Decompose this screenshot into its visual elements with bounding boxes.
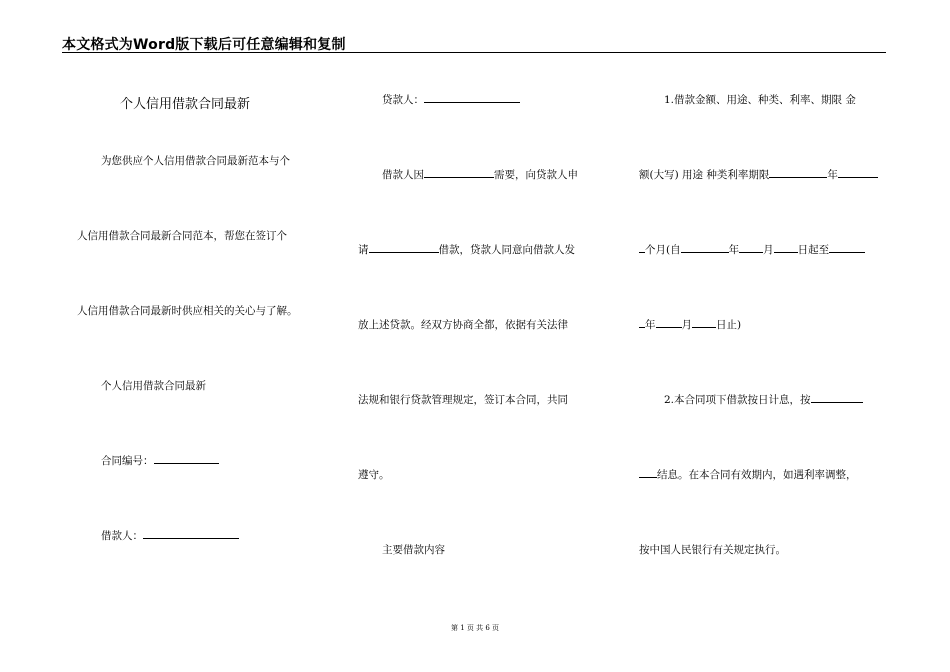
- para-text: 借款人因: [382, 169, 424, 181]
- lender-label: 贷款人：: [382, 94, 424, 106]
- para-line-2: [358, 243, 575, 257]
- para-line-1: [382, 168, 578, 182]
- clause-text: 日起至: [797, 244, 830, 256]
- header-divider: [62, 52, 886, 53]
- lender-blank: [424, 93, 520, 103]
- contract-number-label: 合同编号：: [101, 455, 154, 467]
- clause-2-line-3: 按中国人民银行有关规定执行。: [639, 544, 786, 556]
- start-month-blank: [739, 243, 763, 253]
- clause-text: 日止): [716, 319, 742, 331]
- intro-line-1: 为您供应个人信用借款合同最新范本与个: [101, 155, 290, 167]
- lender-line: [382, 93, 520, 107]
- para-text: 需要，向贷款人申: [494, 169, 578, 181]
- clause-text: 额(大写) 用途 种类利率期限: [639, 169, 770, 181]
- para-line-5: 遵守。: [358, 469, 390, 481]
- section-heading: 主要借款内容: [382, 544, 445, 556]
- settlement-blank: [639, 468, 657, 478]
- end-day-blank: [692, 318, 716, 328]
- borrower-label: 借款人：: [101, 530, 143, 542]
- clause-text: 月: [763, 244, 774, 256]
- clause-text: 年: [645, 319, 656, 331]
- clause-1-line-4: [639, 318, 741, 332]
- amount-blank: [769, 168, 827, 178]
- clause-text: 月: [681, 319, 692, 331]
- borrower-blank: [143, 529, 239, 539]
- start-day-blank: [774, 243, 798, 253]
- clause-text: 个月(自: [645, 244, 681, 256]
- clause-2-line-2: [639, 468, 857, 482]
- start-year-blank: [681, 243, 729, 253]
- clause-1-line-1: 1.借款金额、用途、种类、利率、期限 金: [664, 94, 856, 106]
- end-month-blank: [656, 318, 682, 328]
- loan-type-blank: [369, 243, 439, 253]
- para-text: 借款，贷款人同意向借款人发: [438, 244, 575, 256]
- clause-text: 结息。在本合同有效期内，如遇利率调整，: [657, 469, 857, 481]
- contract-number-line: [101, 454, 219, 468]
- clause-text: 年: [827, 169, 838, 181]
- page-footer: 第 1 页 共 6 页: [450, 624, 500, 632]
- clause-text: 2.本合同项下借款按日计息，按: [664, 394, 811, 406]
- borrower-line: [101, 529, 239, 543]
- clause-1-line-2: [639, 168, 878, 182]
- contract-number-blank: [154, 454, 219, 464]
- clause-text: 年: [728, 244, 740, 256]
- document-title: 个人信用借款合同最新: [120, 97, 251, 112]
- purpose-blank: [424, 168, 494, 178]
- end-blank: [829, 243, 865, 253]
- intro-line-2: 人信用借款合同最新合同范本，帮您在签订个: [77, 230, 287, 242]
- year-blank: [838, 168, 878, 178]
- document-header: 本文格式为Word版下载后可任意编辑和复制: [62, 37, 346, 53]
- clause-2-line-1: [664, 393, 863, 407]
- para-line-3: 放上述贷款。经双方协商全都，依据有关法律: [358, 319, 568, 331]
- para-line-4: 法规和银行贷款管理规定，签订本合同，共同: [358, 394, 568, 406]
- para-text: 请: [358, 244, 369, 256]
- subtitle: 个人信用借款合同最新: [101, 380, 206, 392]
- intro-line-3: 人信用借款合同最新时供应相关的关心与了解。: [77, 305, 298, 317]
- clause-1-line-3: [639, 243, 865, 257]
- interest-period-blank: [811, 393, 863, 403]
